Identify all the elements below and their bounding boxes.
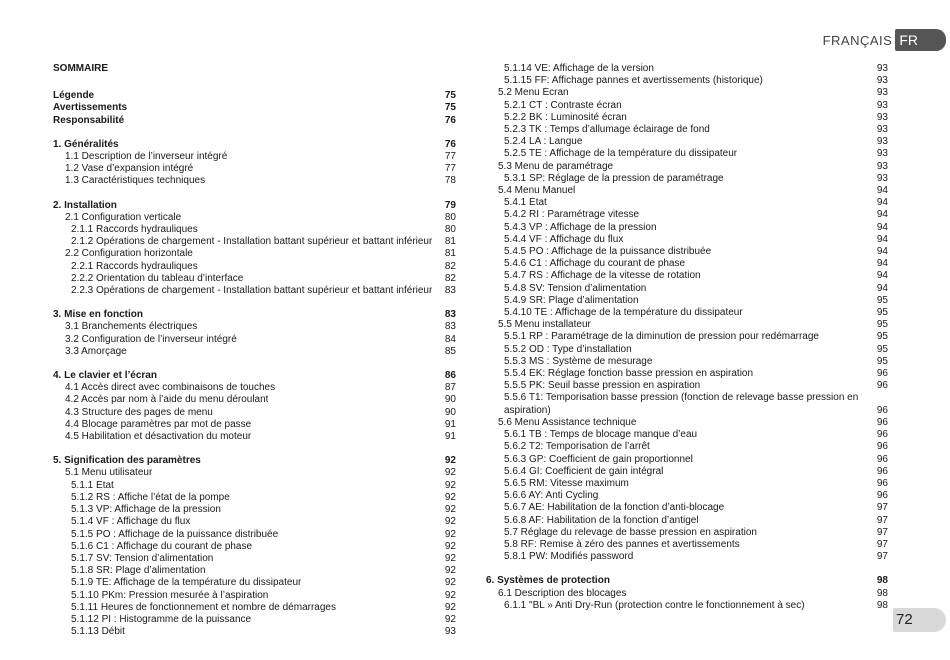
- toc-entry-page: 91: [444, 418, 456, 430]
- toc-entry-title: 6. Systèmes de protection: [486, 575, 610, 587]
- toc-entry[interactable]: [486, 344, 888, 356]
- toc-entry-page: 86: [444, 370, 456, 382]
- toc-entry[interactable]: [53, 516, 456, 528]
- toc-entry-page: 94: [876, 258, 888, 270]
- toc-entry-page: 93: [876, 87, 888, 99]
- toc-entry[interactable]: [486, 124, 888, 136]
- toc-title: SOMMAIRE: [53, 63, 108, 74]
- toc-section-entry[interactable]: [53, 309, 456, 321]
- toc-entry[interactable]: [53, 480, 456, 492]
- toc-entry-title: 5.3 Menu de paramétrage: [498, 160, 614, 172]
- toc-entry-page: 92: [444, 577, 456, 589]
- toc-entry[interactable]: [486, 490, 888, 502]
- toc-entry-page: 76: [444, 138, 456, 150]
- toc-entry-page: 95: [876, 294, 888, 306]
- toc-entry[interactable]: [486, 600, 888, 612]
- toc-entry-page: 94: [876, 197, 888, 209]
- toc-entry-page: 77: [444, 151, 456, 163]
- toc-list-right: [486, 63, 888, 612]
- toc-entry-page: 98: [876, 599, 888, 611]
- toc-entry[interactable]: [53, 614, 456, 626]
- toc-entry-title: 5.5.3 MS : Système de mesurage: [504, 355, 653, 367]
- toc-entry[interactable]: [53, 273, 456, 285]
- section-spacer: [53, 188, 456, 200]
- toc-entry[interactable]: [53, 346, 456, 358]
- toc-section-entry[interactable]: [53, 115, 456, 127]
- toc-entry[interactable]: [486, 380, 888, 392]
- toc-entry-page: 93: [876, 124, 888, 136]
- toc-entry[interactable]: [53, 467, 456, 479]
- toc-section-entry[interactable]: [53, 90, 456, 102]
- toc-entry[interactable]: [486, 258, 888, 270]
- section-spacer: [53, 127, 456, 139]
- toc-entry-title: 2.2.3 Opérations de chargement - Installation battant supérieur et battant inférieur: [71, 285, 433, 297]
- toc-entry-page: 91: [444, 431, 456, 443]
- toc-entry-title: 5.1.1 État: [71, 479, 114, 491]
- toc-entry-page: 95: [876, 319, 888, 331]
- toc-entry-page: 96: [876, 368, 888, 380]
- toc-entry-title: 5.6.3 GP: Coefficient de gain proportionnel: [504, 453, 693, 465]
- toc-entry-title: 5.1.3 VP: Affichage de la pression: [71, 504, 221, 516]
- toc-entry-page: 93: [876, 160, 888, 172]
- toc-entry-title: 5.6.8 AF: Habilitation de la fonction d’antigel: [504, 514, 699, 526]
- toc-entry-page: 93: [876, 148, 888, 160]
- toc-entry-page: 77: [444, 163, 456, 175]
- toc-entry[interactable]: [53, 602, 456, 614]
- toc-entry-title: 2.1.1 Raccords hydrauliques: [71, 224, 198, 236]
- toc-entry[interactable]: [486, 161, 888, 173]
- toc-entry[interactable]: [486, 234, 888, 246]
- toc-entry-page: 92: [444, 565, 456, 577]
- toc-entry-title: Responsabilité: [53, 114, 125, 126]
- toc-entry-title: 5.6.4 GI: Coefficient de gain intégral: [504, 465, 664, 477]
- toc-entry[interactable]: [486, 222, 888, 234]
- toc-entry-title: 5.4.6 C1 : Affichage du courant de phase: [504, 258, 686, 270]
- toc-entry-title: 1.3 Caractéristiques techniques: [65, 175, 206, 187]
- toc-entry-title: 5.1.5 PO : Affichage de la puissance distribuée: [71, 528, 279, 540]
- toc-entry[interactable]: [53, 261, 456, 273]
- toc-entry-page: 75: [444, 90, 456, 102]
- toc-entry-page: 82: [444, 260, 456, 272]
- toc-entry[interactable]: [486, 515, 888, 527]
- toc-entry[interactable]: [53, 334, 456, 346]
- toc-section-entry[interactable]: [53, 200, 456, 212]
- toc-entry-page: 97: [876, 526, 888, 538]
- toc-entry-title: 5.5.4 EK: Réglage fonction basse pression en aspiration: [504, 368, 754, 380]
- toc-entry-title: 5.6.1 TB : Temps de blocage manque d’eau: [504, 429, 698, 441]
- toc-entry[interactable]: [53, 394, 456, 406]
- toc-entry-title: 5.1.13 Débit: [71, 626, 125, 638]
- toc-entry-page: 90: [444, 406, 456, 418]
- toc-entry-page: 96: [876, 465, 888, 477]
- toc-entry[interactable]: [486, 112, 888, 124]
- toc-entry[interactable]: [53, 492, 456, 504]
- toc-entry-title: 5.1.11 Heures de fonctionnement et nombre de démarrages: [71, 601, 336, 613]
- toc-entry-page: 80: [444, 224, 456, 236]
- toc-entry-page: [870, 392, 888, 404]
- toc-entry[interactable]: [486, 148, 888, 160]
- toc-entry[interactable]: [53, 382, 456, 394]
- toc-entry-page: 76: [444, 114, 456, 126]
- toc-entry-page: 95: [876, 331, 888, 343]
- toc-entry-title: 5. Signification des paramètres: [53, 455, 201, 467]
- toc-entry[interactable]: [486, 417, 888, 429]
- toc-entry-title: 6.1.1 "BL » Anti Dry-Run (protection contre le fonctionnement à sec): [504, 599, 805, 611]
- toc-entry-page: 92: [444, 455, 456, 467]
- toc-entry-page: 92: [444, 613, 456, 625]
- toc-entry[interactable]: [486, 100, 888, 112]
- toc-entry-page: 95: [876, 343, 888, 355]
- toc-entry[interactable]: [53, 224, 456, 236]
- toc-entry-title: 5.1 Menu utilisateur: [65, 467, 153, 479]
- language-label: FRANÇAIS: [822, 32, 893, 48]
- section-spacer: [53, 443, 456, 455]
- toc-entry-title: 5.5.5 PK: Seuil basse pression en aspiration: [504, 380, 701, 392]
- toc-entry-title: 5.6.6 AY: Anti Cycling: [504, 490, 599, 502]
- toc-entry-page: 81: [444, 248, 456, 260]
- toc-entry-title: 1.1 Description de l’inverseur intégré: [65, 151, 228, 163]
- toc-entry-page: 96: [876, 380, 888, 392]
- toc-entry[interactable]: [486, 588, 888, 600]
- toc-entry[interactable]: [486, 319, 888, 331]
- toc-entry[interactable]: [486, 466, 888, 478]
- language-badge: FR: [895, 29, 946, 51]
- toc-entry-page: 94: [876, 209, 888, 221]
- toc-entry-title: 2.1 Configuration verticale: [65, 211, 182, 223]
- toc-entry-page: 78: [444, 175, 456, 187]
- toc-entry-title: 5.8 RF: Remise à zéro des pannes et avertissements: [504, 538, 740, 550]
- toc-entry[interactable]: [53, 151, 456, 163]
- toc-entry-page: 92: [444, 479, 456, 491]
- toc-entry-page: 90: [444, 394, 456, 406]
- toc-entry-title: 3.1 Branchements électriques: [65, 321, 198, 333]
- section-spacer: [53, 297, 456, 309]
- toc-entry-page: 95: [876, 355, 888, 367]
- toc-entry-title: 6.1 Description des blocages: [498, 587, 627, 599]
- toc-entry-page: 94: [876, 233, 888, 245]
- language-indicator: [823, 29, 946, 51]
- toc-entry[interactable]: [53, 212, 456, 224]
- toc-entry[interactable]: [486, 270, 888, 282]
- toc-entry-title: 5.3.1 SP: Réglage de la pression de paramétrage: [504, 172, 724, 184]
- toc-entry-page: 92: [444, 552, 456, 564]
- toc-entry-page: 94: [876, 282, 888, 294]
- toc-entry[interactable]: [53, 565, 456, 577]
- toc-entry-page: 96: [876, 441, 888, 453]
- toc-entry-title: 2.1.2 Opérations de chargement - Installation battant supérieur et battant inférieur: [71, 236, 433, 248]
- toc-entry[interactable]: [53, 431, 456, 443]
- toc-entry[interactable]: [486, 185, 888, 197]
- toc-entry-title: 4.2 Accès par nom à l’aide du menu déroulant: [65, 394, 269, 406]
- toc-entry-title: 5.2.4 LA : Langue: [504, 136, 583, 148]
- toc-entry-title: 4.4 Blocage paramètres par mot de passe: [65, 418, 252, 430]
- toc-entry-page: 92: [444, 601, 456, 613]
- toc-entry-title: 5.1.15 FF: Affichage pannes et avertissements (historique): [504, 75, 763, 87]
- section-spacer: [53, 358, 456, 370]
- toc-entry-title: 5.8.1 PW: Modifiés password: [504, 551, 634, 563]
- toc-entry-title: 5.1.6 C1 : Affichage du courant de phase: [71, 540, 253, 552]
- toc-entry-page: 94: [876, 270, 888, 282]
- toc-entry-title: 5.4.10 TE : Affichage de la température du dissipateur: [504, 307, 743, 319]
- toc-entry-title: 2.2.1 Raccords hydrauliques: [71, 260, 198, 272]
- toc-entry-page: 83: [444, 309, 456, 321]
- toc-entry[interactable]: [486, 136, 888, 148]
- toc-entry[interactable]: [486, 75, 888, 87]
- toc-entry[interactable]: [486, 502, 888, 514]
- toc-section-entry[interactable]: [53, 370, 456, 382]
- toc-entry-title: 5.1.2 RS : Affiche l’état de la pompe: [71, 491, 230, 503]
- toc-entry-title: 5.4 Menu Manuel: [498, 185, 576, 197]
- toc-entry-page: 94: [876, 246, 888, 258]
- toc-entry-title: 5.5.6 T1: Temporisation basse pression (fonction de relevage basse pression en: [504, 392, 859, 404]
- toc-entry-title: 5.6 Menu Assistance technique: [498, 416, 637, 428]
- toc-entry-page: 92: [444, 504, 456, 516]
- toc-entry[interactable]: [486, 197, 888, 209]
- toc-entry-page: 96: [876, 416, 888, 428]
- toc-entry[interactable]: [486, 478, 888, 490]
- toc-entry-title: 5.1.7 SV: Tension d’alimentation: [71, 552, 214, 564]
- toc-right-column: [486, 63, 888, 612]
- toc-entry[interactable]: [486, 307, 888, 319]
- toc-entry[interactable]: [53, 626, 456, 638]
- toc-entry-page: 97: [876, 551, 888, 563]
- toc-entry-title: 4. Le clavier et l’écran: [53, 370, 157, 382]
- toc-entry[interactable]: [53, 248, 456, 260]
- toc-entry[interactable]: [486, 392, 888, 404]
- toc-entry-page: 93: [876, 136, 888, 148]
- toc-entry-page: 97: [876, 514, 888, 526]
- toc-entry[interactable]: [486, 429, 888, 441]
- toc-entry-page: 96: [876, 453, 888, 465]
- toc-left-column: [53, 63, 456, 638]
- toc-entry-page: 95: [876, 307, 888, 319]
- toc-section-entry[interactable]: [486, 575, 888, 587]
- toc-entry-page: 92: [444, 540, 456, 552]
- toc-entry-title: 5.4.1 État: [504, 197, 547, 209]
- toc-entry-page: 98: [876, 587, 888, 599]
- toc-entry-title: 5.6.7 AE: Habilitation de la fonction d’anti-blocage: [504, 502, 725, 514]
- toc-entry[interactable]: [53, 175, 456, 187]
- toc-entry-page: 96: [876, 477, 888, 489]
- toc-entry[interactable]: [486, 209, 888, 221]
- toc-entry[interactable]: [486, 551, 888, 563]
- toc-entry-title: 5.6.2 T2: Temporisation de l’arrêt: [504, 441, 650, 453]
- toc-entry-title: 5.2.1 CT : Contraste écran: [504, 99, 622, 111]
- toc-entry[interactable]: [486, 331, 888, 343]
- toc-entry-title: 5.1.4 VF : Affichage du flux: [71, 516, 191, 528]
- toc-entry-page: 97: [876, 538, 888, 550]
- toc-entry-title: 5.4.7 RS : Affichage de la vitesse de rotation: [504, 270, 701, 282]
- toc-entry[interactable]: [486, 368, 888, 380]
- toc-entry[interactable]: [53, 529, 456, 541]
- toc-entry-title: 5.4.5 PO : Affichage de la puissance distribuée: [504, 246, 712, 258]
- toc-entry-page: 93: [876, 63, 888, 74]
- toc-entry-page: 87: [444, 382, 456, 394]
- toc-entry[interactable]: [53, 285, 456, 297]
- toc-entry[interactable]: [53, 541, 456, 553]
- toc-entry[interactable]: [486, 295, 888, 307]
- toc-entry-page: 98: [876, 575, 888, 587]
- toc-entry[interactable]: [486, 454, 888, 466]
- toc-entry-page: 92: [444, 467, 456, 479]
- toc-entry[interactable]: [486, 63, 888, 75]
- toc-entry-page: 92: [444, 528, 456, 540]
- toc-entry-title: 5.1.12 PI : Histogramme de la puissance: [71, 613, 252, 625]
- toc-entry-title: 5.5 Menu installateur: [498, 319, 591, 331]
- toc-entry-title: 5.4.9 SR: Plage d’alimentation: [504, 294, 639, 306]
- toc-entry-page: 79: [444, 199, 456, 211]
- toc-entry-title: 1. Généralités: [53, 138, 119, 150]
- toc-entry-page: 93: [876, 99, 888, 111]
- toc-entry-page: 93: [444, 626, 456, 638]
- toc-entry-title: 5.4.2 RI : Paramétrage vitesse: [504, 209, 640, 221]
- toc-entry[interactable]: [486, 527, 888, 539]
- toc-entry[interactable]: [486, 283, 888, 295]
- toc-entry-title: 2. Installation: [53, 199, 117, 211]
- toc-section-entry[interactable]: [53, 455, 456, 467]
- toc-section-entry[interactable]: [53, 139, 456, 151]
- toc-entry-title: 5.2.2 BK : Luminosité écran: [504, 111, 627, 123]
- toc-entry-title: 5.1.9 TE: Affichage de la température du dissipateur: [71, 577, 302, 589]
- toc-entry-title: 1.2 Vase d’expansion intégré: [65, 163, 194, 175]
- toc-entry-page: 93: [876, 111, 888, 123]
- toc-entry-title: 4.3 Structure des pages de menu: [65, 406, 213, 418]
- toc-entry[interactable]: [486, 173, 888, 185]
- toc-entry-title: Légende: [53, 90, 95, 102]
- toc-list-left: [53, 90, 456, 638]
- toc-entry-page: 82: [444, 272, 456, 284]
- toc-entry-title: 5.6.5 RM: Vitesse maximum: [504, 477, 629, 489]
- toc-entry[interactable]: [53, 577, 456, 589]
- toc-entry-page: 96: [876, 490, 888, 502]
- toc-entry-title: 5.4.3 VP : Affichage de la pression: [504, 221, 657, 233]
- toc-entry[interactable]: [53, 163, 456, 175]
- toc-entry-page: 92: [444, 491, 456, 503]
- toc-entry[interactable]: [53, 407, 456, 419]
- toc-entry-page: 83: [444, 285, 456, 297]
- toc-entry-title: 5.2.5 TE : Affichage de la température du dissipateur: [504, 148, 738, 160]
- toc-entry-title: 2.2.2 Orientation du tableau d’interface: [71, 272, 244, 284]
- section-spacer: [486, 563, 888, 575]
- toc-entry-page: 94: [876, 221, 888, 233]
- toc-section-entry[interactable]: [53, 102, 456, 114]
- toc-entry-page: 80: [444, 211, 456, 223]
- toc-entry[interactable]: [53, 236, 456, 248]
- toc-entry-page: 92: [444, 516, 456, 528]
- toc-entry-title: 4.5 Habilitation et désactivation du moteur: [65, 431, 252, 443]
- toc-entry[interactable]: [53, 504, 456, 516]
- toc-entry-title: 5.1.10 PKm: Pression mesurée à l’aspiration: [71, 589, 269, 601]
- toc-entry-title: 5.1.8 SR: Plage d’alimentation: [71, 565, 206, 577]
- toc-entry[interactable]: [486, 441, 888, 453]
- toc-entry-page: 84: [444, 333, 456, 345]
- toc-entry-page: 92: [444, 589, 456, 601]
- toc-entry[interactable]: [53, 590, 456, 602]
- toc-entry-title: Avertissements: [53, 102, 128, 114]
- toc-entry-title: 5.2.3 TK : Temps d’allumage éclairage de fond: [504, 124, 710, 136]
- toc-entry-title: 5.5.1 RP : Paramétrage de la diminution de pression pour redémarrage: [504, 331, 819, 343]
- toc-entry-title: 3. Mise en fonction: [53, 309, 144, 321]
- toc-entry-page: 94: [876, 185, 888, 197]
- toc-entry-page: 75: [444, 102, 456, 114]
- toc-entry-page: 97: [876, 502, 888, 514]
- toc-entry[interactable]: [53, 553, 456, 565]
- toc-entry-title: 5.4.8 SV: Tension d’alimentation: [504, 282, 647, 294]
- toc-entry[interactable]: [486, 87, 888, 99]
- toc-entry-title: 5.2 Menu Écran: [498, 87, 569, 99]
- toc-entry-page: 96: [876, 429, 888, 441]
- toc-entry[interactable]: [53, 419, 456, 431]
- toc-entry-page: 81: [444, 236, 456, 248]
- toc-entry-page: 96: [876, 404, 888, 416]
- toc-entry[interactable]: [486, 246, 888, 258]
- toc-entry[interactable]: [486, 539, 888, 551]
- toc-entry-page: 93: [876, 172, 888, 184]
- toc-entry-title: 3.3 Amorçage: [65, 345, 127, 357]
- toc-entry[interactable]: [53, 321, 456, 333]
- toc-entry-title: 5.5.2 OD : Type d’installation: [504, 343, 632, 355]
- toc-entry-page: 85: [444, 345, 456, 357]
- toc-entry-title: 5.1.14 VE: Affichage de la version: [504, 63, 654, 74]
- toc-entry-page: 93: [876, 75, 888, 87]
- toc-entry-title: 3.2 Configuration de l’inverseur intégré: [65, 333, 237, 345]
- toc-entry-title: 5.7 Réglage du relevage de basse pression en aspiration: [504, 526, 757, 538]
- page-number: 72: [893, 608, 946, 632]
- toc-entry[interactable]: [486, 405, 888, 417]
- toc-entry[interactable]: [486, 356, 888, 368]
- toc-entry-title: 4.1 Accès direct avec combinaisons de touches: [65, 382, 276, 394]
- toc-entry-title: aspiration): [504, 404, 551, 416]
- toc-entry-page: 83: [444, 321, 456, 333]
- toc-entry-title: 5.4.4 VF : Affichage du flux: [504, 233, 624, 245]
- toc-entry-title: 2.2 Configuration horizontale: [65, 248, 193, 260]
